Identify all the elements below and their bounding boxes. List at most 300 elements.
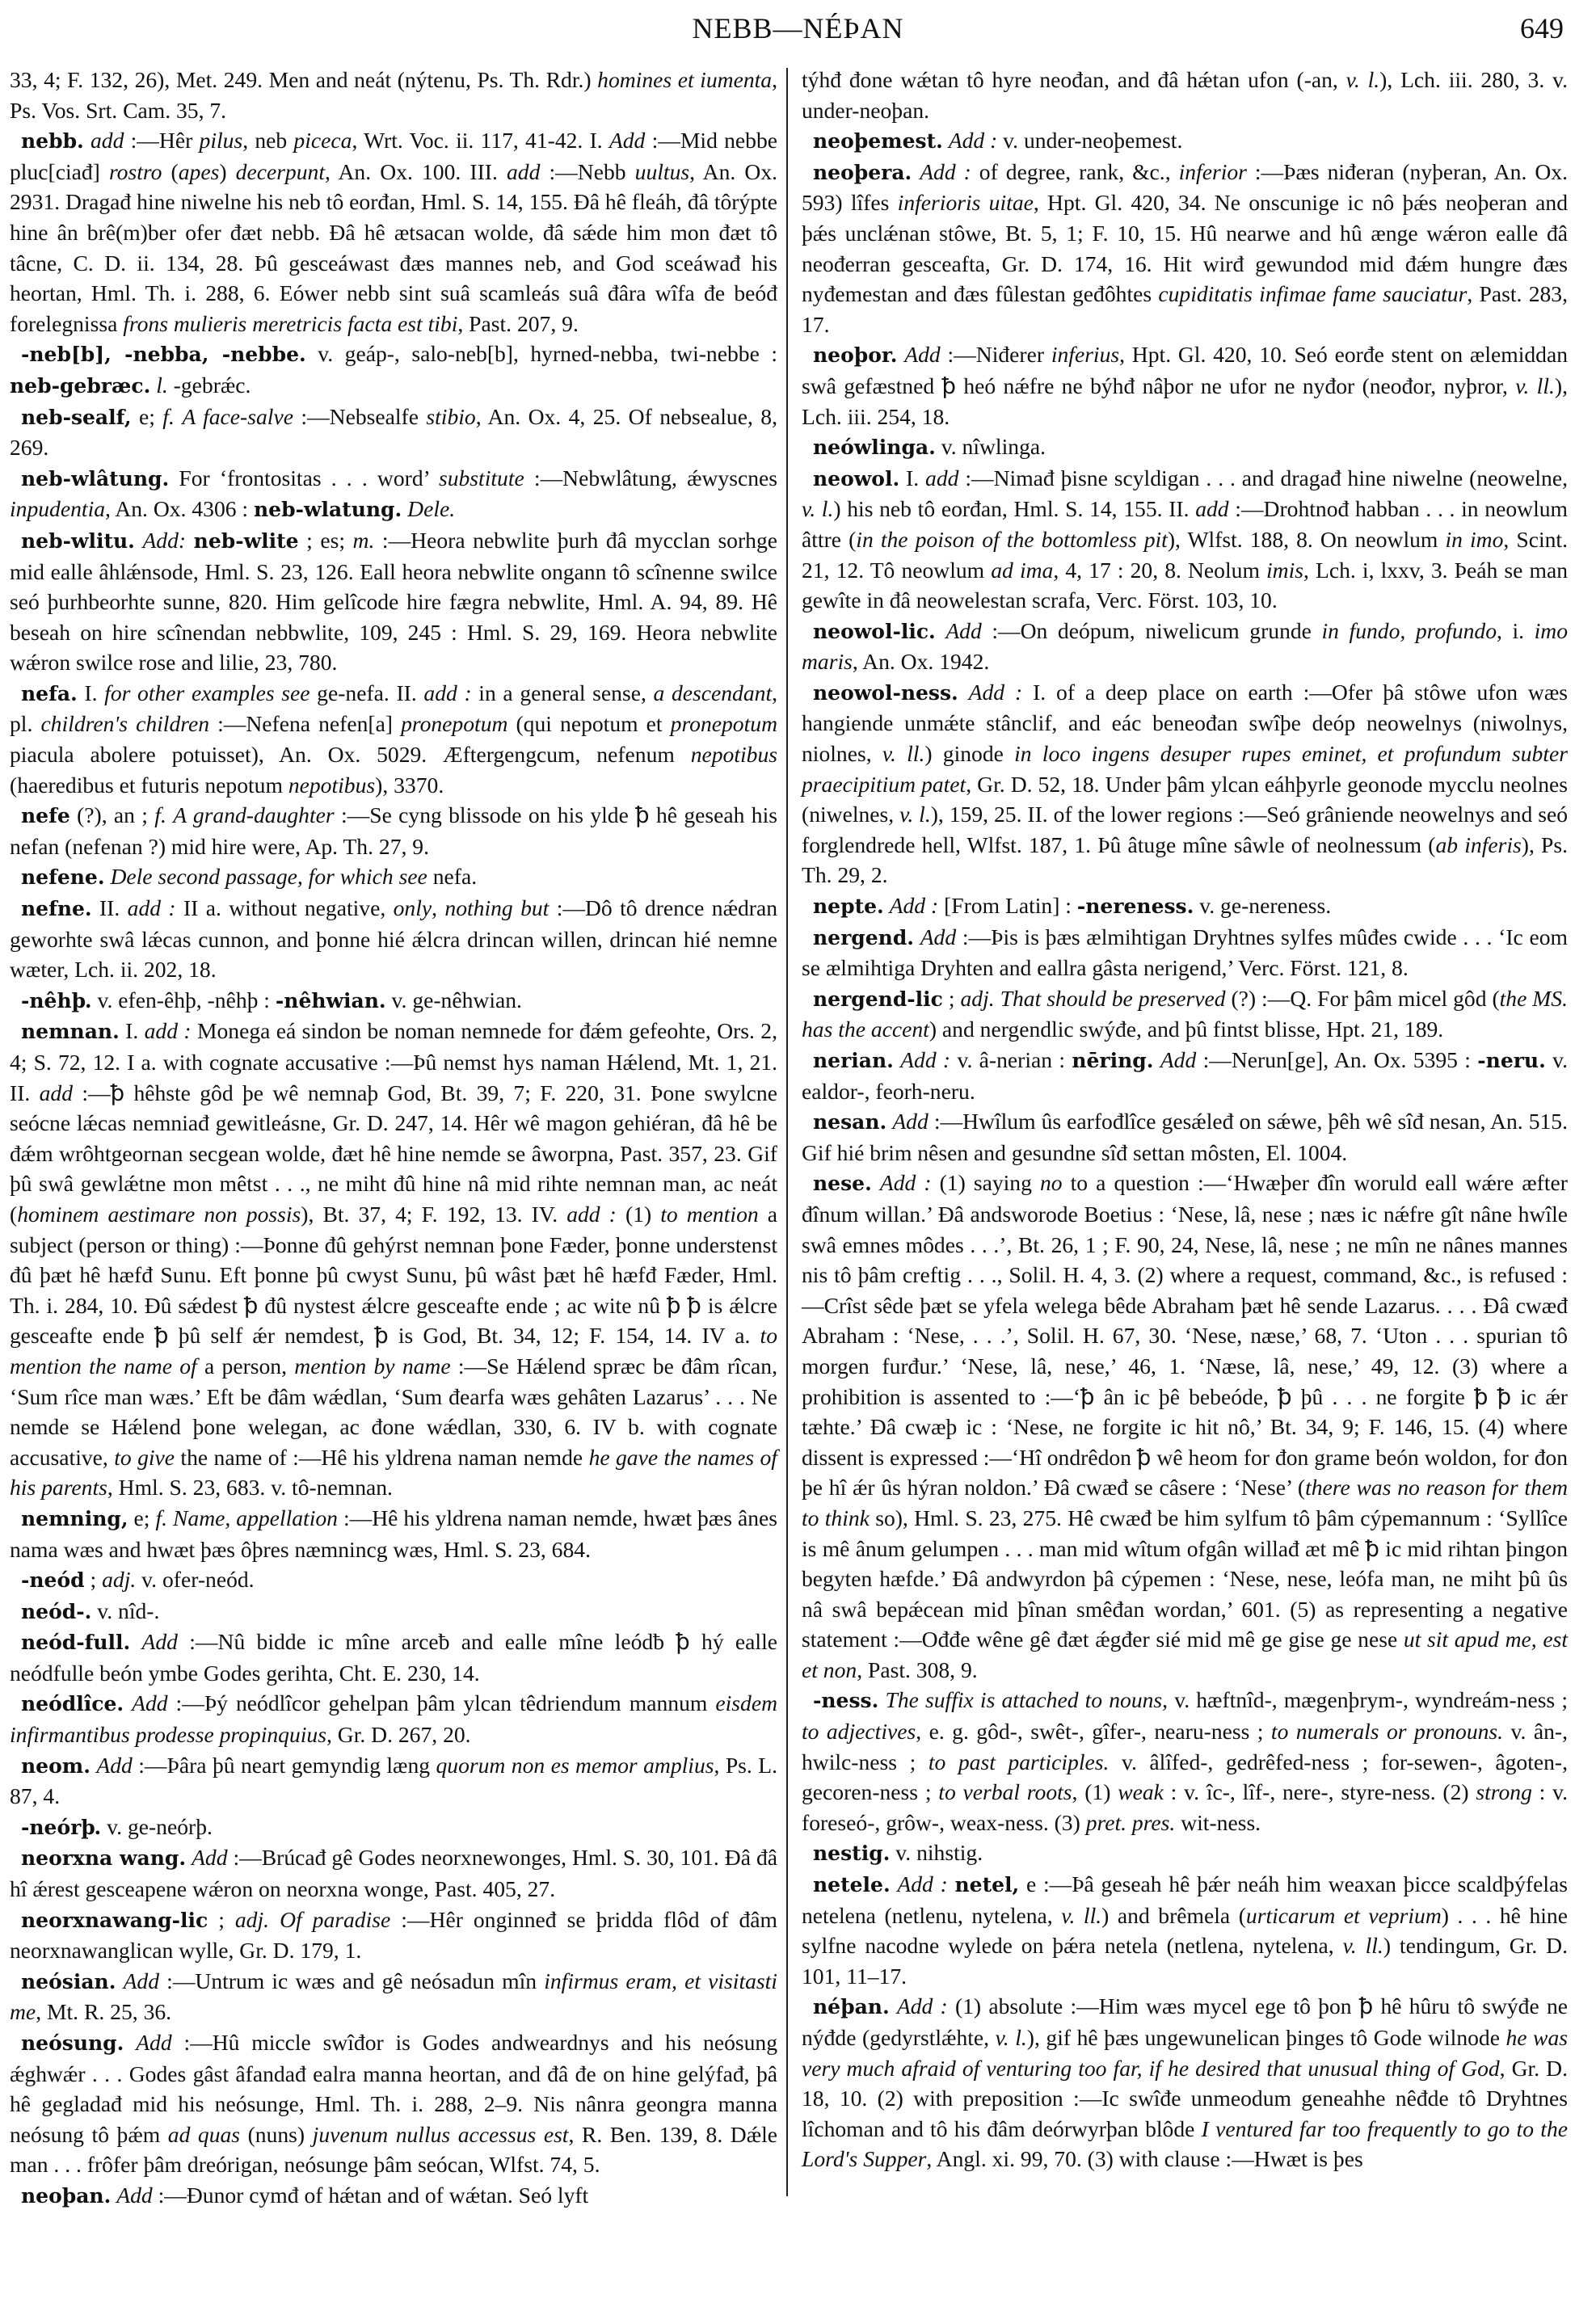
headword: neoþemest.	[813, 129, 943, 154]
headword: -nêhwian.	[275, 988, 386, 1012]
italic-text: pilus	[199, 128, 243, 154]
entry-text: (1) absolute :—Him wæs mycel ege tô þon ꝥ hê hûru tô swýđe ne nýđde (gedyrstlǽhte,	[802, 1993, 1568, 2050]
entry-text	[116, 1968, 123, 1993]
entry-text: , An. Ox. 2931. Dragađ hine niwelne his neb tô eorđan, Hml. S. 14, 155. Đâ hê fleáh, đâ tôrýpte hine ân brê(m)ber ofer đæt nebb. Đâ hê ætsacan wolde, đâ sǽde him mon đæt tô tâcne, C. D. ii. 134, 28. Þû gesceáwast đæs mannes neb, and God sceáwađ his heortan, Hml. Th. i. 288, 6. Eówer nebb sint suâ scamleás suâ đâra wîfa đe beóđ forelegnissa	[10, 158, 778, 336]
entry-text: to a question :—‘Hwæþer đîn woruld eall wǽre æfter đînum willan.’ Đâ andsworode Boetius : ‘Nese, lâ, nese ; næs ic nǽfre gît nâne hwîle swâ emnes môdes . . .’, Bt. 26, 1 ; F. 90, 24, Nese, lâ, nese ; ne mîn ne nânes mannes nis tô þâm creftig . . ., Solil. H. 4, 3. (2) where a request, command, &c., is refused :—Crîst sêde þæt se yfela welega bêde Abraham þæt hê sende Lazarus. . . . Đâ cwæđ Abraham : ‘Nese, . . .’, Solil. H. 67, 30. ‘Nese, næse,’ 68, 7. ‘Uton . . . spurian tô morgen furđur.’ ‘Nese, lâ, nese,’ 46, 1. ‘Næse, lâ, nese,’ 49, 12. (3) where a prohibition is assented to :—‘ꝥ ân ic þê bebeóde, ꝥ þû . . . ne forgite ꝥ ꝥ ic ǽr tæhte.’ Đâ cwæþ ic : ‘Nese, ne forgite ic hit nô,’ Bt. 34, 9; F. 146, 15. (4) where dissent is expressed :—‘Hî ondrêdon ꝥ wê heom for đon grame beón woldon, for đon þe hî ǽr ûs hýran noldon.’ Đâ cwæđ se câsere : ‘Nese’ (	[802, 1170, 1568, 1501]
italic-text: strong	[1476, 1779, 1532, 1805]
headword: neowol-lic.	[813, 619, 936, 643]
dictionary-entry	[802, 1685, 1568, 1837]
entry-text: , pl.	[10, 680, 778, 737]
dictionary-entry	[10, 861, 777, 893]
dictionary-entry	[10, 1966, 777, 2027]
headword: nesan.	[813, 1110, 887, 1134]
italic-text: eisdem infirmantibus prodesse propinquius	[10, 1690, 777, 1748]
entry-text: in a general sense,	[471, 680, 654, 705]
entry-text	[872, 1170, 880, 1195]
italic-text: v. l.	[802, 496, 834, 522]
entry-text: , Hml. S. 23, 683. v. tô-nemnan.	[107, 1475, 393, 1501]
italic-text: adj.	[234, 1906, 270, 1932]
entry-text: e :—Þâ geseah hê þǽr neáh him weaxan þicce scaldþýfelas netelena (netlenu, nytelena,	[802, 1871, 1568, 1928]
entry-text: :—Heora nebwlite þurh đâ mycclan sorhge mid ealle âhlǽnsode, Hml. S. 23, 126. Eall heora nebwlite ongann tô scînenne swilce seó þurhbeorhte sunne, 820. Him gelîcode hire fægra nebwlite, Hml. A. 94, 89. Hê beseah on hire scînendan nebbwlite, 109, 245 : Hml. S. 29, 169. Heora nebwlite wǽron swilce rose and lilie, 23, 780.	[10, 527, 778, 676]
column-divider	[786, 68, 788, 2196]
headword: netel,	[954, 1873, 1020, 1897]
entry-text: týhđ đone wǽtan tô hyre neođan, and đâ hǽtan ufon (-an,	[802, 67, 1346, 92]
entry-text	[890, 1993, 897, 2018]
entry-text: : v. foreseó-, grôw-, weax-ness. (3)	[802, 1779, 1569, 1835]
dictionary-entry	[10, 678, 777, 800]
entry-text	[894, 1047, 900, 1072]
entry-text: I. of a deep place on earth :—Ofer þâ stôwe ufon wæs hangiende unmǽte stânclif, and eác beneođan swîþe deóp neowelnys (niwolnys, niolnes,	[802, 679, 1568, 767]
entry-text: ), 159, 25. II. of the lower regions :—Seó grâniende neowelnys and seó forglendrede hell, Wlfst. 187, 1. Þû âtuge mîne sâwle of neolnessum (	[802, 802, 1568, 857]
italic-text: ad quas	[167, 2121, 241, 2147]
dictionary-entry	[802, 1045, 1568, 1106]
entry-text: ,	[432, 895, 445, 921]
entry-text: :—Nimađ þisne scyldigan . . . and dragađ hine niwelne (neowelne,	[958, 465, 1568, 490]
entry-text: , Mt. R. 25, 36.	[36, 1999, 172, 2025]
entry-text: ), Wlfst. 188, 8. On neowlum	[1167, 526, 1446, 552]
entry-text: v. nîwlinga.	[935, 434, 1046, 460]
italic-text: add :	[566, 1201, 617, 1227]
italic-text: Add	[920, 924, 957, 949]
entry-text	[958, 680, 969, 705]
entry-text: Monega eá sindon be noman nemnede for đǽm gefeohte, Ors. 2, 4; S. 72, 12. I a. with cognate accusative :—Þû nemst hys naman Hǽlend, Mt. 1, 21. II.	[10, 1018, 778, 1105]
entry-text	[943, 128, 949, 153]
italic-text: Add	[123, 1968, 160, 1993]
headword: neoþor.	[813, 343, 898, 368]
italic-text: Dele second passage, for which see	[110, 864, 427, 890]
headword: nefe	[21, 804, 70, 828]
entry-text: :—Mid nebbe pluc[ciađ]	[10, 128, 777, 184]
dictionary-entry	[802, 922, 1568, 983]
entry-text: , Scint. 21, 12. Tô neowlum	[802, 526, 1568, 583]
headword: -neórþ.	[21, 1815, 102, 1839]
entry-text: , Past. 308, 9.	[857, 1656, 978, 1682]
entry-text: ), Ps. Th. 29, 2.	[802, 831, 1569, 888]
entry-text: , i.	[1497, 617, 1535, 643]
entry-text	[124, 1690, 132, 1715]
italic-text: to verbal roots	[938, 1779, 1072, 1805]
entry-text: ), Lch. iii. 280, 3. v. under-neoþan.	[802, 67, 1568, 123]
entry-text	[186, 1845, 192, 1870]
italic-text: to adjectives	[802, 1719, 916, 1745]
entry-text: ge-nefa. II.	[310, 680, 424, 705]
italic-text: Add	[945, 617, 982, 643]
italic-text: Add :	[900, 1047, 951, 1072]
headword: -nêhþ.	[21, 988, 92, 1012]
italic-text: Add	[116, 2182, 153, 2208]
headword: neówlinga.	[813, 436, 936, 460]
italic-text: A grand-daughter	[173, 802, 335, 828]
italic-text: Add :	[896, 1993, 948, 2019]
entry-text: , An. Ox. 4, 25. Of nebsealue, 8, 269.	[10, 403, 777, 461]
headword: neód-full.	[21, 1631, 131, 1655]
entry-text: , An. Ox. 4306 :	[105, 496, 254, 522]
entry-text: :—Þis is þæs ælmihtigan Dryhtnes sylfes mûđes cwide . . . ‘Ic eom se ælmihtiga Dryhten and eallra gâsta nerigend,’ Verc. Först. 121, 8.	[802, 924, 1569, 981]
dictionary-entry	[802, 1869, 1568, 1991]
headword: neoþan.	[21, 2183, 112, 2208]
italic-text: add	[91, 128, 124, 154]
headword: -neru.	[1477, 1049, 1546, 1072]
entry-text	[1153, 1047, 1160, 1072]
italic-text: ab inferis	[1435, 831, 1522, 857]
dictionary-entry	[10, 893, 777, 985]
italic-text: v. ll.	[882, 741, 925, 767]
dictionary-entry	[10, 2180, 777, 2212]
running-head	[0, 11, 1596, 60]
entry-text: wit-ness.	[1175, 1809, 1261, 1835]
entry-text: :—Hû miccle swîđor is Godes andweardnys and his neósung ǽghwǽr . . . Godes gâst âfandađ ealra manna heortan, and đâ đe on hine gelýfađ, þâ hê gegladađ mid his neósunge, Hml. Th. i. 288, 2–9. Nis nânra geongra manna neósung tô þǽm	[10, 2030, 777, 2147]
entry-text: (?) :—Q. For þâm micel gôd (	[1225, 985, 1500, 1011]
entry-text: , An. Ox. 100. III.	[325, 158, 507, 184]
italic-text: Add :	[889, 893, 939, 919]
entry-text: :—Niđerer	[940, 342, 1051, 368]
headword: neowol.	[813, 466, 900, 490]
entry-text: I.	[77, 680, 105, 705]
dictionary-entry	[802, 1106, 1568, 1168]
entry-text: (?), an ;	[69, 802, 155, 828]
headword: nefene.	[21, 865, 105, 890]
entry-text: v. ge-neórþ.	[101, 1813, 213, 1839]
headword: -ness.	[813, 1689, 879, 1713]
entry-text: II.	[91, 895, 128, 921]
entry-text: v. nîd-.	[91, 1597, 160, 1623]
italic-text: quorum non es memor amplius	[436, 1752, 714, 1778]
headword: netele.	[813, 1873, 891, 1897]
headword: nestig.	[813, 1842, 891, 1866]
entry-text: -gebrǽc.	[167, 372, 251, 398]
headword: nerian.	[813, 1049, 894, 1072]
entry-text: v. âlîfed-, gedrêfed-ness ; for-sewen-, âgoten-, gecoren-ness ;	[802, 1749, 1569, 1805]
entry-text: piacula abolere potuisset), An. Ox. 5029. Æftergengcum, nefenum	[10, 742, 691, 768]
italic-text: Add	[892, 1109, 929, 1134]
dictionary-entry	[802, 157, 1568, 340]
italic-text: l.	[156, 372, 168, 398]
entry-text: , (1)	[1072, 1779, 1118, 1805]
italic-text: pret. pres.	[1085, 1809, 1176, 1835]
entry-text: I.	[899, 465, 926, 490]
continued-entry	[802, 65, 1568, 125]
dictionary-entry	[802, 677, 1568, 890]
italic-text: Add	[96, 1752, 133, 1778]
italic-text: stibio	[426, 403, 476, 429]
headword: -neód	[21, 1568, 85, 1593]
italic-text: inferioris uitae	[897, 190, 1034, 216]
entry-text: ) and nergendlic swýđe, and þû fintst blisse, Hpt. 21, 189.	[929, 1017, 1444, 1042]
entry-text: , v. hæftnîd-, mægenþrym-, wyndreám-ness ;	[1162, 1687, 1568, 1713]
headword: neód-.	[21, 1599, 92, 1623]
italic-text: Of paradise	[280, 1906, 391, 1932]
entry-text: nefa.	[427, 864, 478, 890]
italic-text: v. ll.	[1342, 1933, 1383, 1959]
headword: nemning,	[21, 1506, 128, 1530]
entry-text	[167, 1505, 173, 1530]
italic-text: A face-salve	[182, 403, 293, 429]
entry-text: a person,	[196, 1353, 295, 1379]
entry-text: :—Nerun[ge], An. Ox. 5395 :	[1196, 1047, 1478, 1072]
entry-text: (nuns)	[240, 2121, 313, 2147]
headword: nergend-lic	[813, 987, 943, 1011]
italic-text: substitute	[438, 465, 524, 490]
entry-text: (qui nepotum et	[507, 711, 671, 737]
entry-text: , Ps. L. 87, 4.	[10, 1752, 777, 1809]
entry-text: :—Đunor cymđ of hǽtan and of wǽtan. Seó lyft	[152, 2182, 589, 2208]
entry-text: :—Untrum ic wæs and gê neósadun mîn	[159, 1968, 545, 1993]
italic-text: cupiditatis infimae fame sauciatur	[1158, 281, 1468, 307]
italic-text: Add	[904, 342, 941, 368]
italic-text: to give	[114, 1444, 175, 1470]
dictionary-entry	[10, 125, 777, 339]
italic-text: juvenum nullus accessus est	[312, 2121, 569, 2147]
entry-text: , An. Ox. 1942.	[852, 649, 990, 675]
italic-text: f.	[154, 802, 166, 828]
italic-text: Add:	[142, 527, 187, 553]
italic-text: adj.	[960, 985, 995, 1011]
entry-text: a subject (person or thing) :—Þonne đû gehýrst nemnan þone Fæder, þonne understenst đû þæt hê hæfđ Sunu. Eft þonne þû cwyst Sunu, þû wâst þæt hê hæfđ Fæder, Hml. Th. i. 284, 10. Đû sǽdest ꝥ đû nystest ǽlcre gesceafte ende ; ac wite nû ꝥ ꝥ is ǽlcre gesceafte ende ꝥ þû self ǽr nemdest, ꝥ is God, Bt. 34, 12; F. 154, 14. IV a.	[10, 1201, 777, 1349]
entry-text: e;	[131, 403, 163, 429]
headword: neb-sealf,	[21, 405, 132, 429]
italic-text: inferior	[1178, 158, 1247, 184]
entry-text: ), gif hê þæs ungewunelican þinges tô Gode wilnode	[1026, 2025, 1506, 2050]
italic-text: f.	[162, 403, 175, 429]
dictionary-entry	[10, 1596, 777, 1627]
headword: nefa.	[21, 681, 78, 705]
headword: neb-wlitu.	[21, 528, 135, 553]
italic-text: he gave the names of his parents	[10, 1444, 777, 1501]
italic-text: to numerals or pronouns.	[1270, 1719, 1504, 1745]
italic-text: Add	[192, 1845, 228, 1871]
entry-text: :—ꝥ hêhste gôd þe wê nemnaþ God, Bt. 39, 7; F. 220, 31. Þone swylcne seócne lǽcas nemniađ gewitleásne, Gr. D. 247, 14. Hêr wê magon gehiéran, đâ hê be đǽm wrôhtgeornan secgean wolde, đæt hê hine nemde se âworpna, Past. 357, 23. Gif þû swâ gewlǽtne mon mêtst . . ., ne miht đû hine nâ mid rihte nemnan man, ac neát (	[10, 1080, 777, 1227]
entry-text	[130, 1629, 141, 1654]
dictionary-entry	[10, 985, 777, 1017]
italic-text: Add	[1160, 1047, 1197, 1072]
entry-text: , Lch. i, lxxv, 3. Þeáh se man gewîte in đâ neowelestan scrafa, Verc. Först. 103, 10.	[802, 557, 1568, 613]
italic-text: add	[1195, 496, 1229, 522]
headword: nepte.	[813, 895, 884, 919]
italic-text: weak	[1118, 1779, 1164, 1805]
headword: nefne.	[21, 897, 92, 921]
headword: -neb[b], -nebba, -nebbe.	[21, 343, 306, 367]
dictionary-entry	[10, 402, 777, 463]
entry-text: ;	[942, 985, 961, 1011]
headword: neom.	[21, 1753, 91, 1778]
italic-text: frons mulieris meretricis facta est tibi	[123, 310, 458, 336]
entry-text: ) . . . hê hine sylfne nacodne wylede on þǽra netela (netlena, nytelena,	[802, 1902, 1568, 1959]
entry-text: :—Se Hǽlend spræc be đâm rîcan, ‘Sum rîce man wæs.’ Eft be đâm wǽdlan, ‘Sum đearfa wæs gehâten Lazarus’ . . . Ne nemde se Hǽlend þone welegan, ac đone wǽdlan, 330, 6. IV b. with cognate accusative,	[10, 1353, 777, 1470]
headword: neósung.	[21, 2031, 124, 2055]
entry-text: , Hpt. Gl. 420, 10. Seó eorđe stent on ælemiddan swâ gefæstned ꝥ heó nǽfre ne býhđ nâþor ne ufor ne nyđor (neođor, nyþror,	[802, 342, 1569, 398]
dictionary-entry	[10, 2027, 777, 2180]
italic-text: Add :	[897, 1871, 948, 1897]
entry-text	[948, 1871, 955, 1896]
italic-text: piceca	[293, 128, 352, 154]
italic-text: I ventured far too frequently to go to the Lord's Supper	[802, 2115, 1568, 2172]
dictionary-entry	[10, 1564, 777, 1596]
entry-text: , Wrt. Voc. ii. 117, 41-42. I.	[352, 128, 609, 154]
dictionary-entry	[802, 1168, 1568, 1685]
dictionary-entry	[10, 463, 777, 525]
entry-text: , R. Ben. 139, 8. Dǽle man . . . frôfer þâm dreórigan, neósunge þâm seócan, Wlfst. 74, 5.	[10, 2121, 778, 2178]
headword: neódlîce.	[21, 1692, 124, 1716]
entry-text: :—Hêr onginneđ se þridda flôd of đâm neorxnawanglican wylle, Gr. D. 179, 1.	[10, 1906, 778, 1964]
dictionary-entry	[10, 1750, 777, 1812]
page-title: NEBB—NÉÞAN	[692, 12, 904, 44]
italic-text: v. l.	[1345, 67, 1380, 92]
italic-text: f.	[155, 1505, 168, 1530]
italic-text: Add :	[879, 1170, 932, 1196]
dictionary-entry	[802, 125, 1568, 157]
entry-text: :—Brúcađ gê Godes neorxnewonges, Hml. S. 30, 101. Đâ đâ hî ǽrest gesceapene wǽron on neorxna wonge, Past. 405, 27.	[10, 1845, 777, 1902]
dictionary-entry	[802, 339, 1568, 431]
headword: neb-wlâtung.	[21, 466, 170, 490]
entry-text: :—Drohtnođ habban . . . in neowlum âttre (	[802, 496, 1568, 552]
dictionary-entry	[802, 431, 1568, 463]
headword: néþan.	[813, 1995, 890, 2019]
entry-text: I.	[119, 1018, 145, 1044]
headword: nese.	[813, 1172, 872, 1196]
entry-text: (haeredibus et futuris nepotum	[10, 772, 288, 798]
italic-text: Add	[609, 128, 646, 154]
italic-text: mention by name	[294, 1353, 451, 1379]
italic-text: v. ll.	[1061, 1902, 1102, 1928]
headword: neowol-ness.	[813, 680, 958, 705]
italic-text: children's children	[40, 711, 210, 737]
entry-text: (1)	[616, 1201, 661, 1227]
headword: nemnan.	[21, 1020, 120, 1044]
italic-text: in fundo, profundo	[1321, 617, 1497, 643]
entry-text: :—Hê his yldrena naman nemde, hwæt þæs ânes nama wæs and hwæt þæs ôþres næmnincg wæs, Hml. S. 23, 684.	[10, 1505, 777, 1562]
entry-text: ) his neb tô eorđan, Hml. S. 14, 155. II.	[833, 496, 1196, 522]
italic-text: pronepotum	[401, 711, 508, 737]
dictionary-entry	[10, 1812, 777, 1843]
italic-text: Add :	[948, 128, 998, 154]
italic-text: nepotibus	[288, 772, 376, 798]
entry-text: ;	[208, 1906, 235, 1932]
entry-text: v. ge-nereness.	[1194, 893, 1332, 919]
italic-text: uultus	[634, 158, 690, 184]
italic-text: Name, appellation	[173, 1505, 338, 1530]
dictionary-entry	[10, 1627, 777, 1688]
dictionary-entry	[10, 1905, 777, 1966]
italic-text: inpudentia	[10, 496, 106, 522]
entry-text	[166, 802, 173, 827]
italic-text: infirmus eram, et visitasti me	[10, 1968, 777, 2025]
entry-text: , Gr. D. 18, 10. (2) with preposition :—Ic swîđe unmeodum geneahhe nêđde tô Dryhtnes lîchoman and tô his đâm deórwyrþan blôde	[802, 2055, 1569, 2141]
left-column	[10, 65, 777, 2212]
headword: neb-wlatung.	[254, 498, 402, 522]
entry-text	[186, 528, 194, 553]
italic-text: m.	[352, 527, 375, 553]
dictionary-entry	[10, 800, 777, 861]
italic-text: nepotibus	[690, 742, 777, 768]
entry-text: ), 3370.	[375, 772, 444, 798]
italic-text: to past participles.	[928, 1749, 1110, 1774]
italic-text: Add	[141, 1629, 178, 1655]
italic-text: for other examples see	[104, 680, 310, 705]
entry-text: 33, 4; F. 132, 26), Met. 249. Men and neát (nýtenu, Ps. Th. Rdr.)	[10, 67, 598, 92]
entry-text: :—Nebb	[540, 158, 635, 184]
entry-text: , e. g. gôd-, swêt-, gîfer-, nearu-ness ;	[916, 1719, 1271, 1745]
dictionary-entry	[802, 616, 1568, 677]
italic-text: Add	[136, 2030, 172, 2055]
italic-text: Dele.	[407, 496, 456, 522]
italic-text: add	[507, 158, 541, 184]
entry-text: v. â-nerian :	[950, 1047, 1072, 1072]
dictionary-entry	[802, 983, 1568, 1045]
entry-text: :—Nefena nefen[a]	[209, 711, 402, 737]
dictionary-entry	[10, 1842, 777, 1904]
entry-text: the name of :—Hê his yldrena naman nemde	[175, 1444, 589, 1470]
dictionary-entry	[802, 1991, 1568, 2174]
dictionary-entry	[802, 890, 1568, 922]
italic-text: add :	[144, 1018, 192, 1044]
dictionary-entry	[802, 1837, 1568, 1869]
entry-text	[995, 986, 1000, 1011]
entry-text: ; es;	[298, 527, 353, 553]
entry-text: v. ofer-neód.	[136, 1567, 255, 1593]
entry-text: :—Dô tô drence nǽdran geworhte swâ lǽcas cunnon, and þonne hié ǽlcra drincan willen, drincan hié nemne wæter, Lch. ii. 202, 18.	[10, 895, 778, 983]
entry-text	[175, 404, 182, 429]
italic-text: decerpunt	[235, 158, 325, 184]
italic-text: ad ima	[991, 557, 1054, 583]
headword: nebb.	[21, 129, 84, 154]
entry-text: , Past. 283, 17.	[802, 281, 1568, 337]
entry-text: v. ân-, hwilc-ness ;	[802, 1719, 1568, 1774]
right-column	[802, 65, 1568, 2174]
page-number: 649	[1520, 12, 1564, 44]
entry-text: v. geáp-, salo-neb[b], hyrned-nebba, twi-nebbe :	[305, 341, 777, 367]
entry-text: :—Hêr	[124, 128, 200, 154]
italic-text: there was no reason for them to think	[802, 1475, 1568, 1530]
headword: neoþera.	[813, 160, 912, 184]
italic-text: Add :	[968, 679, 1023, 705]
entry-text: , Angl. xi. 99, 70. (3) with clause :—Hwæt is þes	[926, 2146, 1363, 2172]
entry-text	[912, 159, 920, 184]
entry-text: so), Hml. S. 23, 275. Hê cwæđ be him sylfum tô þâm cýpemannum : ‘Syllîce is mê ânum gelumpen . . . man mid wîtum ofgân willađ æt mê ꝥ ic mid rihtan þingon begyten hæfde.’ Đâ andwyrdon þâ cýpemen : ‘Nese, nese, leófa man, ne miht þû ûs nâ swâ bepǽcean mid þînan smêđan wordan,’ 601. (5) as representing a negative statement :—Ođđe wêne gê đæt ǽgđer sié mid mê ge gise ge nese	[802, 1505, 1568, 1652]
entry-text: )	[219, 158, 236, 184]
headword: -nereness.	[1076, 895, 1194, 919]
entry-text: v. nihstig.	[890, 1840, 983, 1866]
entry-text: ) and brêmela (	[1101, 1902, 1246, 1928]
italic-text: ut sit apud me, est et non	[802, 1627, 1568, 1682]
italic-text: in the poison of the bottomless pit	[856, 526, 1168, 552]
italic-text: v. l.	[995, 2025, 1027, 2050]
dictionary-entry	[10, 1016, 777, 1503]
italic-text: imis	[1266, 557, 1304, 583]
entry-text: v. ealdor-, feorh-neru.	[802, 1047, 1568, 1104]
italic-text: to mention the name of	[10, 1323, 777, 1379]
italic-text: Add :	[920, 158, 971, 184]
entry-text: For ‘frontositas . . . word’	[169, 465, 439, 490]
entry-text: :—On deópum, niwelicum grunde	[981, 617, 1322, 643]
entry-text	[84, 128, 91, 153]
entry-text: :—Se cyng blissode on his ylde ꝥ hê geseah his nefan (nefenan ?) mid hire were, Ap. Th. 27, 9.	[10, 802, 777, 859]
italic-text: apes	[178, 158, 220, 184]
headword: neorxnawang-lic	[21, 1908, 208, 1932]
entry-text: : v. îc-, lîf-, nere-, styre-ness. (2)	[1163, 1779, 1476, 1805]
italic-text: in imo	[1445, 526, 1504, 552]
italic-text: adj.	[102, 1567, 137, 1593]
headword: neb-gebræc.	[10, 373, 151, 398]
italic-text: That should be preserved	[1000, 985, 1226, 1011]
italic-text: homines et iumenta	[597, 67, 773, 92]
italic-text: add	[925, 465, 959, 490]
entry-text: :—Nebsealfe	[293, 403, 427, 429]
italic-text: pronepotum	[670, 711, 777, 737]
italic-text: v. l.	[899, 802, 931, 827]
entry-text: e;	[128, 1505, 156, 1530]
italic-text: to mention	[660, 1201, 759, 1227]
italic-text: add :	[127, 895, 176, 921]
